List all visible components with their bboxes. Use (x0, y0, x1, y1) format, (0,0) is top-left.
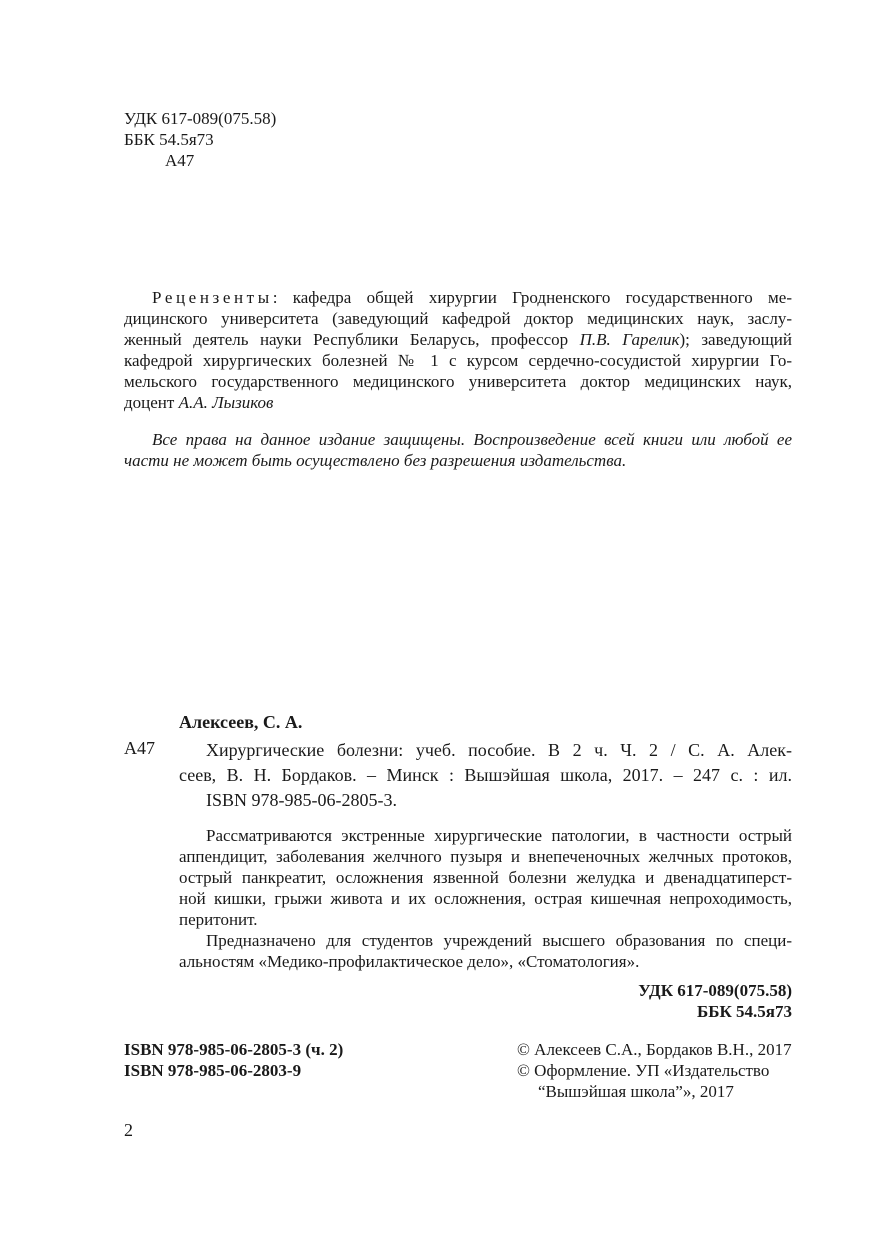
catalog-line-1: Хирургические болезни: учеб. пособие. В 2 ч. Ч. 2 / С. А. Алек- (206, 740, 792, 760)
classification (500, 980, 792, 1022)
reviewers-paragraph (124, 287, 792, 413)
header-code: А47 (165, 151, 195, 170)
annotation-p2-line-1: Предназначено для студентов учреждений высшего образования по специ- (206, 931, 792, 950)
isbn-block (124, 1039, 343, 1081)
reviewer-name-garelik: П.В. Гарелик (579, 330, 680, 349)
rights-notice (124, 429, 792, 471)
isbn-part-2: ISBN 978-985-06-2805-3 (ч. 2) (124, 1040, 344, 1059)
header-udk: УДК 617-089(075.58) (124, 109, 277, 128)
reviewers-line-1: : кафедра общей хирургии Гродненского государственного ме- (272, 288, 792, 307)
reviewer-name-lyzikov: А.А. Лызиков (178, 393, 274, 412)
reviewers-line-5: мельского государственного медицинского университета доктор медицинских наук, (124, 372, 792, 391)
isbn-set: ISBN 978-985-06-2803-9 (124, 1061, 302, 1080)
catalog-line-2: сеев, В. Н. Бордаков. – Минск : Вышэйшая школа, 2017. – 247 с. : ил. (179, 765, 792, 785)
annotation-p1-line-3: острый панкреатит, осложнения язвенной болезни желудка и двенадцатиперст- (179, 868, 792, 887)
header-bbk: ББК 54.5я73 (124, 130, 214, 149)
reviewers-line-6a: доцент (124, 393, 179, 412)
annotation-p1-line-2: аппендицит, заболевания желчного пузыря и внепеченочных желчных протоков, (179, 847, 792, 866)
annotation-p1-line-4: ной кишки, грыжи живота и их осложнения, острая кишечная непроходимость, (179, 889, 792, 908)
rights-line-1: Все права на данное издание защищены. Воспроизведение всей книги или любой ее (152, 430, 792, 449)
catalog-code: А47 (124, 738, 155, 758)
annotation-p2-line-2: альностям «Медико-профилактическое дело», «Стоматология». (179, 952, 640, 971)
reviewers-line-4: кафедрой хирургических болезней № 1 с курсом сердечно-сосудистой хирургии Го- (124, 351, 792, 370)
classification-bbk: ББК 54.5я73 (696, 1002, 792, 1021)
reviewers-line-3a: женный деятель науки Республики Беларусь, профессор (124, 330, 580, 349)
annotation-p1-line-1: Рассматриваются экстренные хирургические патологии, в частности острый (206, 826, 792, 845)
annotation-p1-line-5: перитонит. (179, 910, 258, 929)
page-number: 2 (124, 1120, 133, 1140)
classification-udk: УДК 617-089(075.58) (638, 981, 792, 1000)
catalog-author: Алексеев, С. А. (179, 712, 303, 732)
annotation (179, 825, 792, 972)
copyright-block (517, 1039, 792, 1102)
reviewers-line-2: дицинского университета (заведующий кафедрой доктор медицинских наук, заслу- (124, 309, 792, 328)
catalog-isbn: ISBN 978-985-06-2805-3. (206, 790, 397, 810)
reviewers-line-3b: ); заведующий (679, 330, 792, 349)
copyright-authors: © Алексеев С.А., Бордаков В.Н., 2017 (517, 1040, 792, 1059)
copyright-design: © Оформление. УП «Издательство (517, 1061, 770, 1080)
catalog-entry (206, 738, 792, 763)
rights-line-2: части не может быть осуществлено без разрешения издательства. (124, 451, 627, 470)
reviewers-label: Рецензенты (152, 288, 273, 307)
copyright-publisher: “Вышэйшая школа”», 2017 (538, 1082, 734, 1101)
